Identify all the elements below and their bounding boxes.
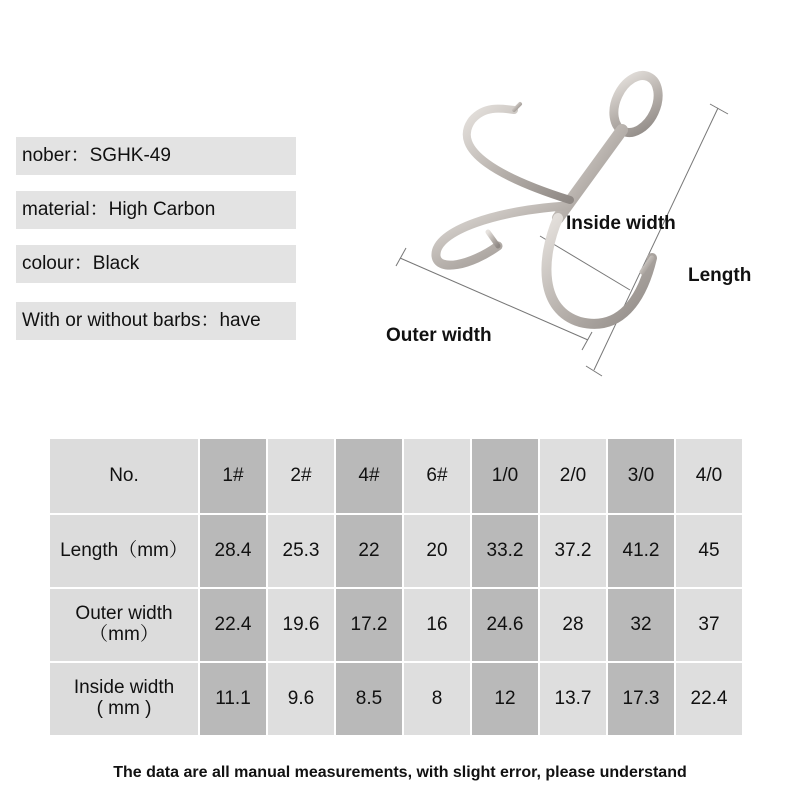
table-cell: 25.3	[267, 514, 335, 588]
outer-width-label: Outer width	[386, 325, 492, 346]
table-cell: 9.6	[267, 662, 335, 736]
table-row-inside-width	[49, 662, 743, 736]
table-cell: 37.2	[539, 514, 607, 588]
size-header-cell: 2#	[267, 438, 335, 514]
size-header-cell: 4#	[335, 438, 403, 514]
table-cell: 13.7	[539, 662, 607, 736]
table-cell: 11.1	[199, 662, 267, 736]
table-cell: 41.2	[607, 514, 675, 588]
table-header-label: No.	[49, 438, 199, 514]
length-label: Length	[688, 265, 752, 286]
size-header-cell: 6#	[403, 438, 471, 514]
inside-width-label: Inside width	[566, 213, 676, 234]
table-cell: 22.4	[675, 662, 743, 736]
table-row-outer-width	[49, 588, 743, 662]
table-cell: 20	[403, 514, 471, 588]
size-spec-table	[48, 437, 744, 737]
table-cell: 19.6	[267, 588, 335, 662]
row-label-text: Inside width	[73, 677, 175, 699]
size-header-cell: 1#	[199, 438, 267, 514]
spec-value: have	[219, 310, 261, 331]
table-cell: 8.5	[335, 662, 403, 736]
size-header-cell: 3/0	[607, 438, 675, 514]
size-header-cell: 4/0	[675, 438, 743, 514]
spec-item-colour: colour：Black	[16, 245, 296, 283]
table-row-length	[49, 514, 743, 588]
row-label	[49, 514, 199, 588]
row-label	[49, 588, 199, 662]
table-cell: 12	[471, 662, 539, 736]
spec-item-material: material：High Carbon	[16, 191, 296, 229]
spec-label: colour	[22, 253, 74, 274]
spec-value: Black	[92, 253, 140, 274]
table-cell: 37	[675, 588, 743, 662]
spec-label: material	[22, 199, 90, 220]
table-cell: 22.4	[199, 588, 267, 662]
table-cell: 28	[539, 588, 607, 662]
table-cell: 17.3	[607, 662, 675, 736]
row-label-text: Length（mm）	[60, 539, 188, 561]
table-cell: 22	[335, 514, 403, 588]
table-cell: 32	[607, 588, 675, 662]
spec-label: nober	[22, 145, 71, 166]
table-cell: 45	[675, 514, 743, 588]
hook-shape	[436, 68, 667, 323]
spec-item-barbs: With or without barbs：have	[16, 302, 296, 340]
row-label-unit: （mm）	[89, 624, 159, 645]
spec-value: High Carbon	[108, 199, 216, 220]
row-label	[49, 662, 199, 736]
size-header-cell: 2/0	[539, 438, 607, 514]
row-label-unit: ( mm )	[96, 698, 152, 719]
spec-value: SGHK-49	[89, 145, 171, 166]
spec-item-model: nober：SGHK-49	[16, 137, 296, 175]
table-cell: 17.2	[335, 588, 403, 662]
size-header-cell: 1/0	[471, 438, 539, 514]
table-header-row	[49, 438, 743, 514]
spec-label: With or without barbs	[22, 310, 201, 331]
footnote-disclaimer: The data are all manual measurements, with slight error, please understand	[113, 764, 687, 781]
table-cell: 16	[403, 588, 471, 662]
row-label-text: Outer width	[75, 603, 173, 625]
table-cell: 28.4	[199, 514, 267, 588]
table-cell: 33.2	[471, 514, 539, 588]
table-cell: 24.6	[471, 588, 539, 662]
table-cell: 8	[403, 662, 471, 736]
